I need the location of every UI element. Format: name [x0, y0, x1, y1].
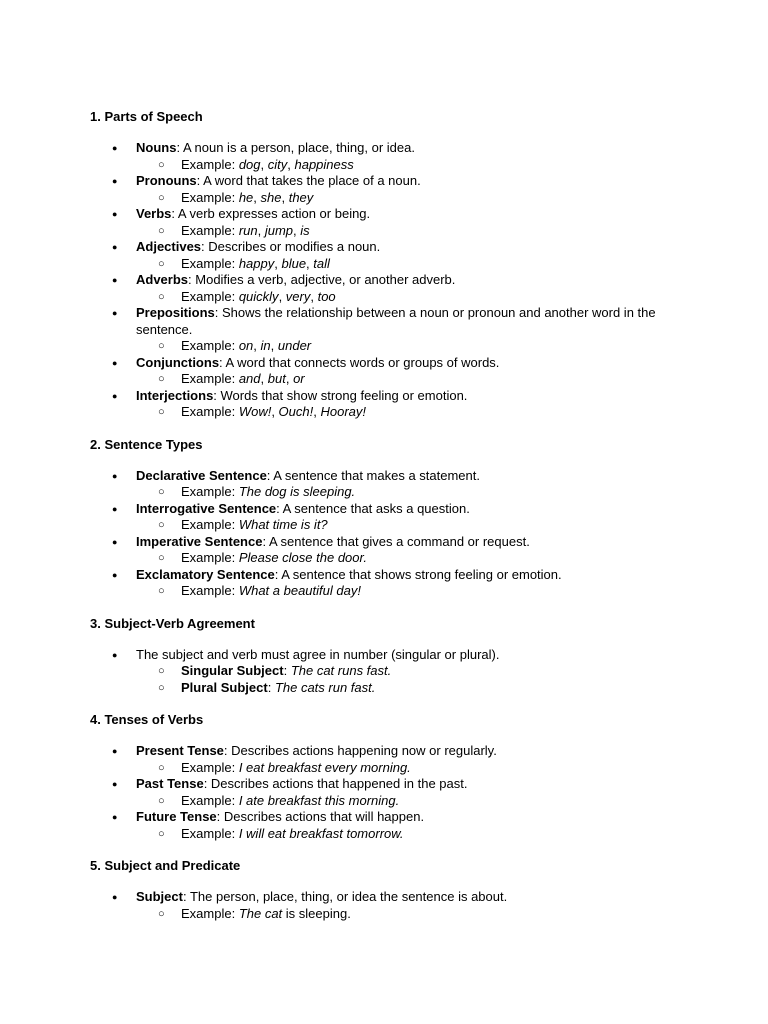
example-word: she [260, 189, 282, 205]
term-description: : Shows the relationship between a noun or pronoun and another word in the sentence. [136, 305, 656, 337]
example-sentence: What time is it? [238, 517, 328, 532]
list-item [90, 501, 680, 534]
term-label: Verbs [136, 206, 172, 221]
term-label: Pronouns [136, 173, 197, 188]
sub-list [136, 157, 680, 174]
sub-term: Plural Subject [181, 679, 268, 695]
sub-list [136, 289, 680, 306]
example-prefix: Example: [181, 255, 239, 271]
term-label: Future Tense [136, 809, 217, 824]
term-description: : Words that show strong feeling or emotion. [213, 387, 468, 403]
bullet-list [90, 468, 680, 600]
example-item [136, 760, 680, 777]
example-prefix: Example: [181, 338, 239, 353]
example-suffix: is sleeping. [282, 905, 351, 921]
example-prefix: Example: [181, 371, 239, 386]
term-label: Exclamatory Sentence [136, 566, 275, 582]
sub-list [136, 484, 680, 501]
example-word: too [317, 288, 336, 304]
example-prefix: Example: [181, 792, 239, 808]
term-label: Imperative Sentence [136, 533, 263, 549]
term-description: : A sentence that asks a question. [276, 500, 470, 516]
sub-list [136, 517, 680, 534]
example-item [136, 906, 680, 923]
section-heading: 2. Sentence Types [90, 436, 203, 452]
example-sentence: The cat [238, 905, 283, 921]
list-item [90, 388, 680, 421]
example-word: is [300, 222, 310, 238]
term-label: Subject [136, 889, 183, 904]
example-item [136, 793, 680, 810]
term-description: : A word that takes the place of a noun. [196, 173, 421, 188]
list-item [90, 140, 680, 173]
term-description: : Describes or modifies a noun. [201, 239, 381, 254]
sub-list [136, 826, 680, 843]
example-word: tall [313, 255, 330, 271]
term-description: : A word that connects words or groups of words. [219, 354, 500, 370]
sub-separator: : [283, 663, 291, 678]
sub-term: Singular Subject [181, 663, 284, 678]
list-item [90, 743, 680, 776]
example-word: jump [264, 222, 294, 238]
sub-item [136, 680, 680, 697]
example-word: very [285, 288, 311, 304]
example-word: happiness [294, 156, 354, 172]
example-item [136, 826, 680, 843]
example-prefix: Example: [181, 484, 239, 499]
term-description: : The person, place, thing, or idea the sentence is about. [182, 889, 508, 904]
example-word: Hooray! [320, 404, 366, 419]
term-label: Prepositions [136, 305, 215, 320]
term-description: : A sentence that shows strong feeling or emotion. [274, 566, 562, 582]
sub-list [136, 223, 680, 240]
example-item: ○ Example: and, but, or [136, 371, 680, 388]
bullet-list [90, 889, 680, 922]
term-description: : A sentence that makes a statement. [266, 467, 480, 483]
example-word: but [267, 371, 286, 386]
example-word: dog [238, 156, 261, 172]
term-label: Interrogative Sentence [136, 500, 277, 516]
example-word: Ouch! [278, 404, 314, 419]
sub-list [136, 906, 680, 923]
section-heading: 5. Subject and Predicate [90, 858, 241, 873]
list-item [90, 567, 680, 600]
term-label: Adverbs [136, 272, 189, 287]
example-item: ○ Example: on, in, under [136, 338, 680, 355]
sub-list [136, 256, 680, 273]
term-description: : A noun is a person, place, thing, or idea. [176, 140, 415, 155]
example-item: ○ Example: run, jump, is [136, 223, 680, 240]
sub-list [136, 793, 680, 810]
sub-list [136, 190, 680, 207]
list-item [90, 239, 680, 272]
list-item [90, 889, 680, 922]
list-item [90, 776, 680, 809]
sub-list [136, 583, 680, 600]
document-body [90, 108, 680, 937]
sub-separator: : [267, 679, 275, 695]
example-word: on [238, 338, 254, 353]
term-description: : A sentence that gives a command or request. [262, 533, 530, 549]
list-item [90, 206, 680, 239]
example-item: ○ Example: he, she, they [136, 190, 680, 207]
term-label: Conjunctions [136, 354, 220, 370]
sub-list [136, 338, 680, 355]
example-word: city [267, 156, 288, 172]
term-label: Interjections [136, 387, 214, 403]
example-item [136, 550, 680, 567]
term-label: Adjectives [136, 239, 202, 254]
example-prefix: Example: [181, 905, 239, 921]
example-item: ○ Example: happy, blue, tall [136, 256, 680, 273]
list-item [90, 534, 680, 567]
example-word: they [288, 189, 314, 205]
example-prefix: Example: [181, 222, 239, 238]
section-heading: 1. Parts of Speech [90, 109, 203, 124]
term-description: : Describes actions that will happen. [216, 809, 425, 824]
term-description: : Describes actions happening now or regularly. [223, 743, 497, 758]
example-item [136, 517, 680, 534]
list-item [90, 173, 680, 206]
example-prefix: Example: [181, 583, 239, 598]
example-word: happy [238, 255, 275, 271]
sub-item [136, 663, 680, 680]
bullet-list [90, 140, 680, 421]
sub-example: The cats run fast. [274, 679, 376, 695]
example-item: ○ Example: quickly, very, too [136, 289, 680, 306]
example-sentence: I eat breakfast every morning. [238, 759, 411, 775]
example-sentence: I will eat breakfast tomorrow. [238, 825, 404, 841]
example-word: and [238, 371, 261, 386]
term-label: Declarative Sentence [136, 467, 267, 483]
bullet-list [90, 647, 680, 697]
example-word: Wow! [238, 404, 272, 419]
example-sentence: What a beautiful day! [238, 583, 361, 598]
example-item: ○ Example: dog, city, happiness [136, 157, 680, 174]
example-item [136, 484, 680, 501]
example-prefix: Example: [181, 189, 239, 205]
example-word: he [238, 189, 254, 205]
term-description: : Describes actions that happened in the past. [203, 776, 468, 791]
example-word: quickly [238, 288, 279, 304]
list-item [90, 272, 680, 305]
example-word: or [293, 371, 305, 386]
example-prefix: Example: [181, 759, 239, 775]
example-prefix: Example: [181, 517, 239, 532]
example-prefix: Example: [181, 288, 239, 304]
list-item [90, 355, 680, 388]
section-heading: 3. Subject-Verb Agreement [90, 615, 255, 631]
sub-list [136, 760, 680, 777]
bullet-list [90, 743, 680, 842]
example-prefix: Example: [181, 404, 239, 419]
example-word: in [260, 338, 271, 353]
list-item [90, 468, 680, 501]
sub-example: The cat runs fast. [290, 663, 392, 678]
list-item [90, 809, 680, 842]
list-item [90, 647, 680, 697]
example-prefix: Example: [181, 550, 239, 565]
example-item [136, 583, 680, 600]
term-label: Past Tense [136, 776, 204, 791]
item-text: The subject and verb must agree in number (singular or plural). [136, 646, 500, 662]
example-word: blue [281, 255, 307, 271]
example-sentence: The dog is sleeping. [238, 484, 356, 499]
section-heading: 4. Tenses of Verbs [90, 712, 204, 727]
example-word: run [238, 222, 258, 238]
term-description: : Modifies a verb, adjective, or another adverb. [188, 272, 456, 287]
term-label: Present Tense [136, 743, 224, 758]
example-item: ○ Example: Wow!, Ouch!, Hooray! [136, 404, 680, 421]
sub-list [136, 371, 680, 388]
sub-list [136, 550, 680, 567]
term-description: : A verb expresses action or being. [171, 206, 371, 221]
sub-list [136, 404, 680, 421]
term-label: Nouns [136, 140, 177, 155]
sub-list [136, 663, 680, 696]
list-item [90, 305, 680, 355]
example-sentence: Please close the door. [238, 550, 367, 565]
example-prefix: Example: [181, 156, 239, 172]
example-prefix: Example: [181, 825, 239, 841]
example-sentence: I ate breakfast this morning. [238, 792, 400, 808]
example-word: under [277, 338, 312, 353]
